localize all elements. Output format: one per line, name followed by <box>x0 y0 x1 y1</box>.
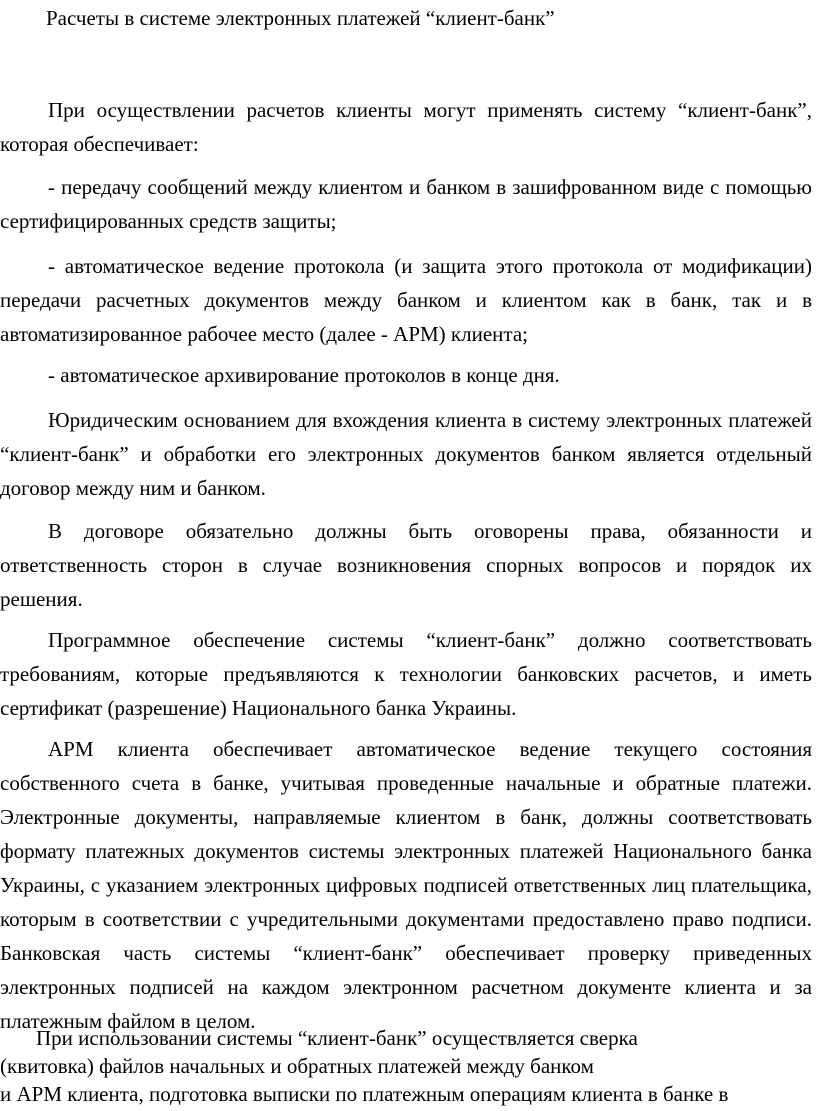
paragraph-software: Программное обеспечение системы “клиент-банк” должно соответствовать требованиям, которые предъявляются к технологии банковских расчетов, и иметь сертификат (разрешение) Национального банка Украины. <box>0 628 812 720</box>
list-item-protocol: - автоматическое ведение протокола (и защита этого протокола от модификации) передачи расчетных документов между банком и клиентом как в банк, так и в автоматизированное рабочее место (далее - АРМ) клиента; <box>0 254 812 346</box>
paragraph-line: (квитовка) файлов начальных и обратных платежей между банком <box>0 1054 594 1078</box>
paragraph-reconciliation <box>0 1024 816 1108</box>
list-item-encryption: - передачу сообщений между клиентом и банком в зашифрованном виде с помощью сертифицированных средств защиты; <box>0 175 812 233</box>
paragraph-intro: При осуществлении расчетов клиенты могут применять систему “клиент-банк”, которая обеспечивает: <box>0 98 812 156</box>
list-item-archiving: - автоматическое архивирование протоколов в конце дня. <box>48 363 560 387</box>
paragraph-arm: АРМ клиента обеспечивает автоматическое ведение текущего состояния собственного счета в банке, учитывая проведенные начальные и обратные платежи. Электронные документы, направляемые клиентом в банк, должны соответствовать формату платежных документов системы электронных платежей Национального банка Украины, с указанием электронных цифровых подписей ответственных лиц плательщика, которым в соответствии с учредительными документами предоставлено право подписи. Банковская часть системы “клиент-банк” обеспечивает проверку приведенных электронных подписей на каждом электронном расчетном документе клиента и за платежным файлом в целом. <box>0 737 812 1033</box>
paragraph-line: При использовании системы “клиент-банк” осуществляется сверка <box>36 1026 638 1050</box>
paragraph-line: и АРМ клиента, подготовка выписки по платежным операциям клиента в банке в <box>0 1082 729 1106</box>
document-title: Расчеты в системе электронных платежей “клиент-банк” <box>46 6 555 30</box>
paragraph-contract: В договоре обязательно должны быть оговорены права, обязанности и ответственность сторон в случае возникновения спорных вопросов и порядок их решения. <box>0 519 812 611</box>
paragraph-legal-basis: Юридическим основанием для вхождения клиента в систему электронных платежей “клиент-банк” и обработки его электронных документов банком является отдельный договор между ним и банком. <box>0 408 812 500</box>
